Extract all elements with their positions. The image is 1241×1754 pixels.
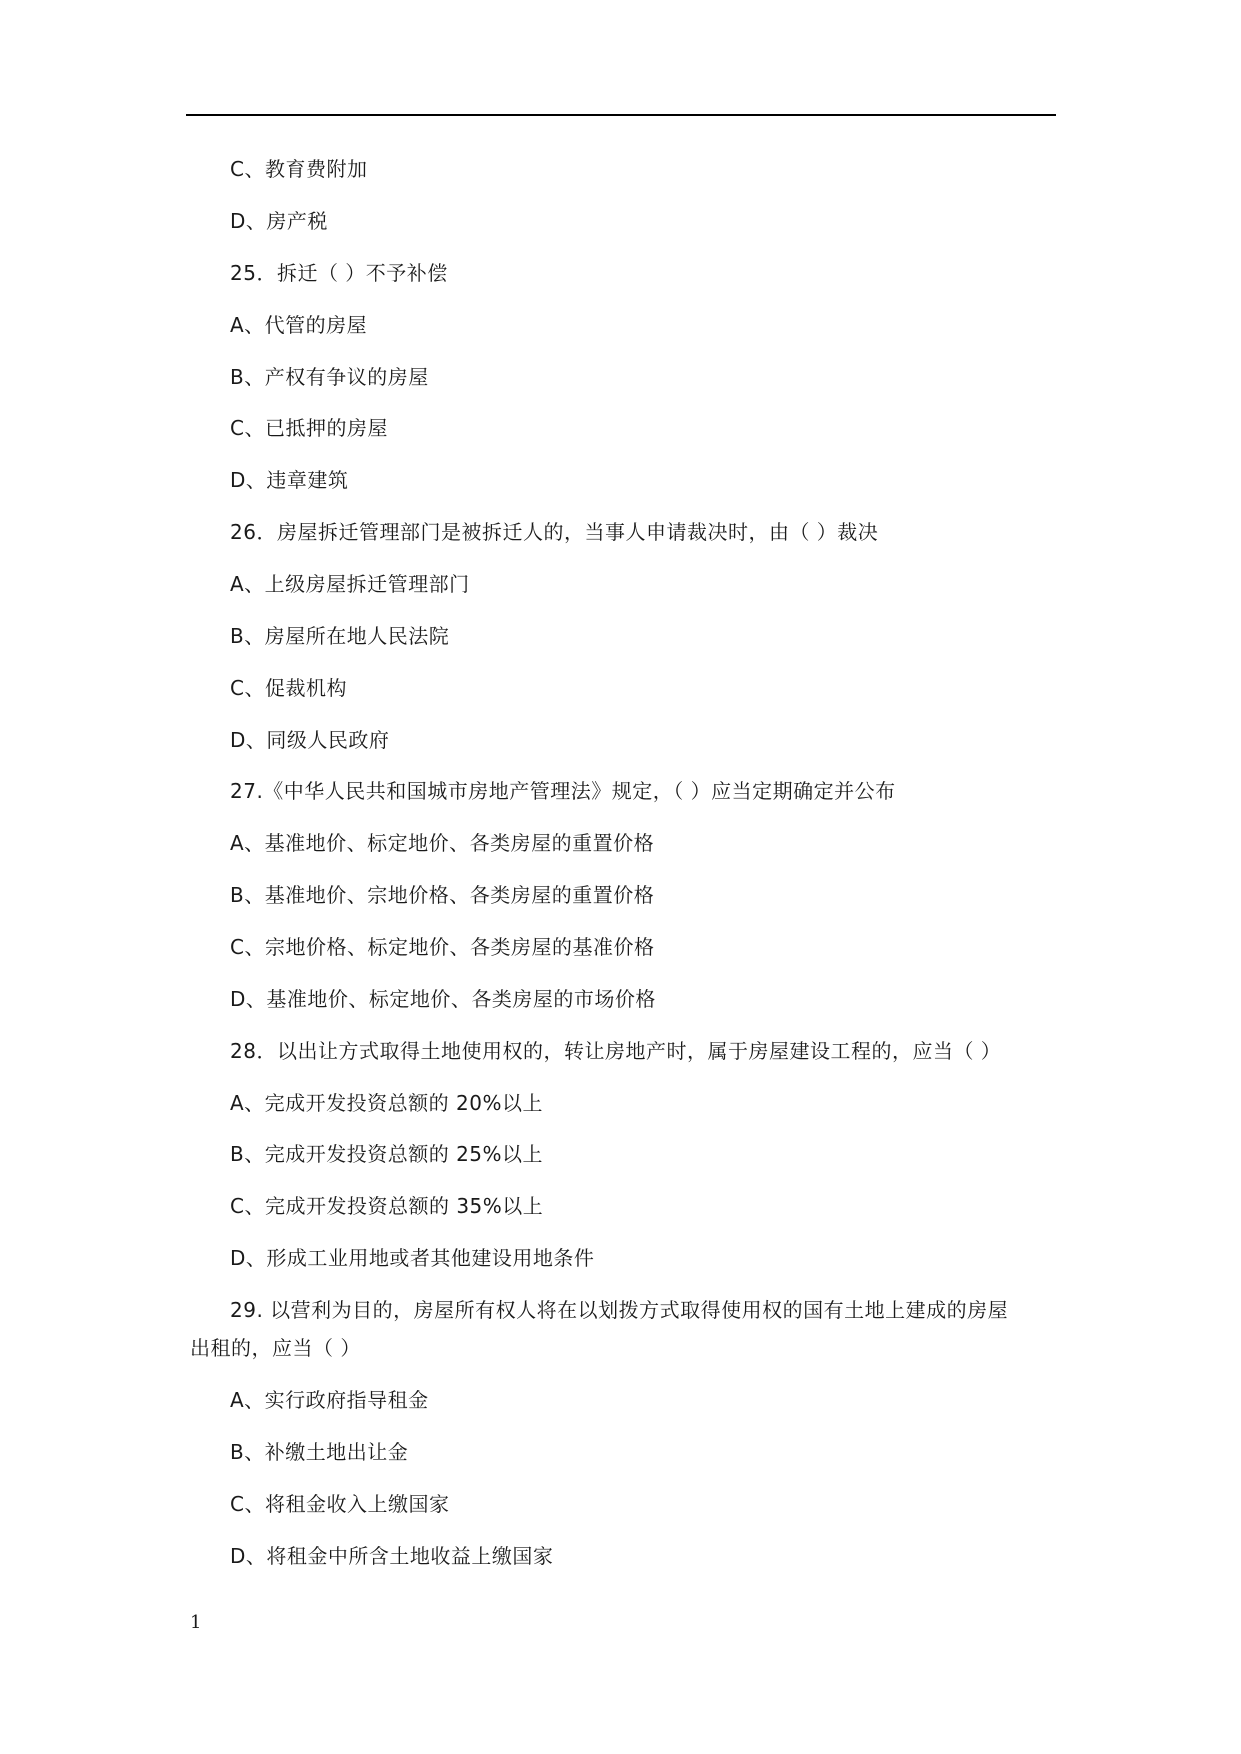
option-b-q29: B、补缴土地出让金 <box>230 1440 409 1464</box>
option-d-q24: D、房产税 <box>230 209 328 233</box>
option-c-q27: C、宗地价格、标定地价、各类房屋的基准价格 <box>230 935 655 959</box>
option-a-q25: A、代管的房屋 <box>230 313 368 337</box>
option-d-q29: D、将租金中所含土地收益上缴国家 <box>230 1544 554 1568</box>
question-29: 29. 以营利为目的，房屋所有权人将在以划拨方式取得使用权的国有土地上建成的房屋 <box>230 1298 1009 1322</box>
option-a-q26: A、上级房屋拆迁管理部门 <box>230 572 470 596</box>
option-a-q29: A、实行政府指导租金 <box>230 1388 429 1412</box>
option-d-q25: D、违章建筑 <box>230 468 349 492</box>
question-25: 25．拆迁（ ）不予补偿 <box>230 261 448 285</box>
option-c-q26: C、促裁机构 <box>230 676 347 700</box>
option-c-q28: C、完成开发投资总额的 35%以上 <box>230 1194 544 1218</box>
option-c-q24: C、教育费附加 <box>230 157 368 181</box>
option-d-q27: D、基准地价、标定地价、各类房屋的市场价格 <box>230 987 656 1011</box>
question-28: 28．以出让方式取得土地使用权的，转让房地产时，属于房屋建设工程的，应当（ ） <box>230 1039 1002 1063</box>
option-d-q26: D、同级人民政府 <box>230 728 390 752</box>
question-26: 26．房屋拆迁管理部门是被拆迁人的，当事人申请裁决时，由（ ）裁决 <box>230 520 879 544</box>
option-b-q27: B、基准地价、宗地价格、各类房屋的重置价格 <box>230 883 655 907</box>
option-b-q28: B、完成开发投资总额的 25%以上 <box>230 1142 544 1166</box>
page-number: 1 <box>190 1612 202 1633</box>
option-a-q28: A、完成开发投资总额的 20%以上 <box>230 1091 543 1115</box>
option-a-q27: A、基准地价、标定地价、各类房屋的重置价格 <box>230 831 655 855</box>
option-b-q26: B、房屋所在地人民法院 <box>230 624 450 648</box>
option-c-q29: C、将租金收入上缴国家 <box>230 1492 450 1516</box>
option-b-q25: B、产权有争议的房屋 <box>230 365 429 389</box>
header-rule <box>186 114 1056 116</box>
option-d-q28: D、形成工业用地或者其他建设用地条件 <box>230 1246 595 1270</box>
option-c-q25: C、已抵押的房屋 <box>230 416 388 440</box>
question-29-continued: 出租的，应当（ ） <box>190 1336 361 1360</box>
question-27: 27.《中华人民共和国城市房地产管理法》规定，（ ）应当定期确定并公布 <box>230 779 896 803</box>
